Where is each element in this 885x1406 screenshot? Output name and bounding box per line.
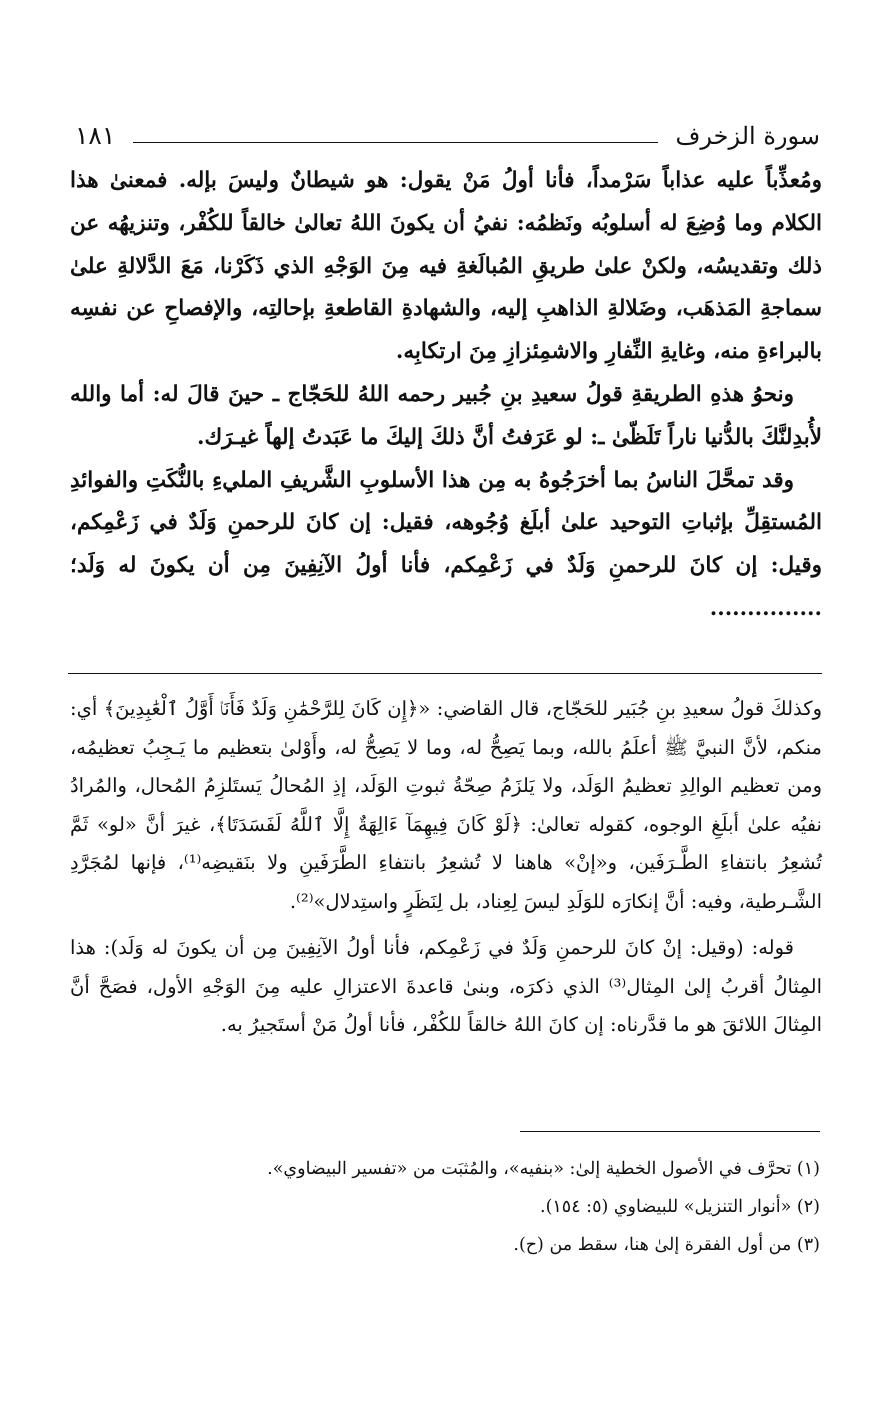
footnotes [70, 1150, 820, 1264]
commentary-paragraph: وكذلكَ قولُ سعيدِ بنِ جُبَير للحَجّاج، قال القاضي: «﴿إِن كَانَ لِلرَّحْمَٰنِ وَلَدٌ فَأَنَا۠ أَوَّلُ ٱلْعَٰبِدِينَ﴾ أي: منكم، لأنَّ النبيَّ ﷺ أعلَمُ بالله، وبما يَصِحُّ له، وما لا يَصِحُّ له، وأَوْلىٰ بتعظيم ما يَـجِبُ تعظيمُه، ومن تعظيم الوالِدِ تعظيمُ الوَلَد، ولا يَلزَمُ صِحّةُ ثبوتِ الوَلَد، إذِ المُحالُ يَستَلزِمُ المُحال، والمُرادُ نفيُه علىٰ أبلَغِ الوجوه، كقوله تعالىٰ: ﴿لَوْ كَانَ فِيهِمَآ ءَالِهَةٌ إِلَّا ٱللَّهُ لَفَسَدَتَا﴾، غيرَ أنَّ «لو» ثَمَّ تُشعِرُ بانتفاءِ الطَّـرَفَين، و«إنْ» هاهنا لا تُشعِرُ بانتفاءِ الطَّرَفَينِ ولا بنَقيضِه⁽¹⁾، فإنها لمُجَرَّدِ الشَّـرطية، وفيه: أنَّ إنكارَه للوَلَدِ ليسَ لِعِناد، بل لِنَظَرٍ واستِدلال»⁽²⁾. [70, 697, 822, 913]
page-header [75, 108, 820, 148]
text-commentary-divider [68, 673, 822, 674]
commentary-text [70, 690, 822, 1045]
page-number: ١٨١ [75, 121, 116, 150]
footnote: (١) تحرَّف في الأصول الخطية إلىٰ: «بنفيه»، والمُثبَت من «تفسير البيضاوي». [267, 1159, 820, 1179]
running-title: سورة الزخرف [675, 122, 820, 150]
main-text [70, 160, 822, 631]
main-paragraph: ونحوُ هذهِ الطريقةِ قولُ سعيدِ بنِ جُبير رحمه اللهُ للحَجّاج ـ حينَ قالَ له: أما والله لأُبدِلنَّكَ بالدُّنيا ناراً تَلَظّىٰ ـ: لو عَرَفتُ أنَّ ذلكَ إليكَ ما عَبَدتُ إلهاً غيـرَك. [70, 381, 822, 450]
footnote-rule [520, 1131, 820, 1132]
main-paragraph: ومُعذِّباً عليه عذاباً سَرْمداً، فأنا أولُ مَنْ يقول: هو شيطانٌ وليسَ بإله. فمعنىٰ هذا الكلام وما وُضِعَ له أسلوبُه ونَظمُه: نفيُ أن يكونَ اللهُ تعالىٰ خالقاً للكُفْر، وتنزيهُه عن ذلك وتقديسُه، ولكنْ علىٰ طريقِ المُبالَغةِ فيه مِنَ الوَجْهِ الذي ذَكَرْنا، مَعَ الدَّلالةِ علىٰ سماجةِ المَذهَب، وضَلالةِ الذاهبِ إليه، والشهادةِ القاطعةِ بإحالتِه، والإفصاحِ عن نفسِه بالبراءةِ منه، وغايةِ النِّفارِ والاشمِئزازِ مِنَ ارتكابِه. [70, 168, 822, 365]
footnote: (٢) «أنوار التنزيل» للبيضاوي (٥: ١٥٤). [540, 1197, 820, 1217]
header-rule [133, 142, 657, 143]
footnote: (٣) من أول الفقرة إلىٰ هنا، سقط من (ح). [513, 1235, 820, 1255]
commentary-paragraph: قوله: (وقيل: إنْ كانَ للرحمنِ وَلَدٌ في زَعْمِكم، فأنا أولُ الآنِفِينَ مِن أن يكونَ له وَلَد): هذا المِثالُ أقربُ إلىٰ المِثال⁽³⁾ الذي ذكرَه، وبنىٰ قاعدةَ الاعتزالِ عليه مِنَ الوَجْهِ الأول، فصَحَّ أنَّ المِثالَ اللائقَ هو ما قدَّرناه: إن كانَ اللهُ خالقاً للكُفْر، فأنا أولُ مَنْ أستَجيرُ به. [70, 936, 823, 1036]
main-paragraph: وقد تمحَّلَ الناسُ بما أخرَجُوهُ به مِن هذا الأسلوبِ الشَّريفِ المليءِ بالنُّكَتِ والفوائدِ المُستقِلِّ بإثباتِ التوحيد علىٰ أبلَغ وُجُوهه، فقيل: إن كانَ للرحمنِ وَلَدٌ في زَعْمِكم، وقيل: إن كانَ للرحمنِ وَلَدٌ في زَعْمِكم، فأنا أولُ الآنِفِينَ مِن أن يكونَ له وَلَد؛ ............... [70, 467, 822, 621]
